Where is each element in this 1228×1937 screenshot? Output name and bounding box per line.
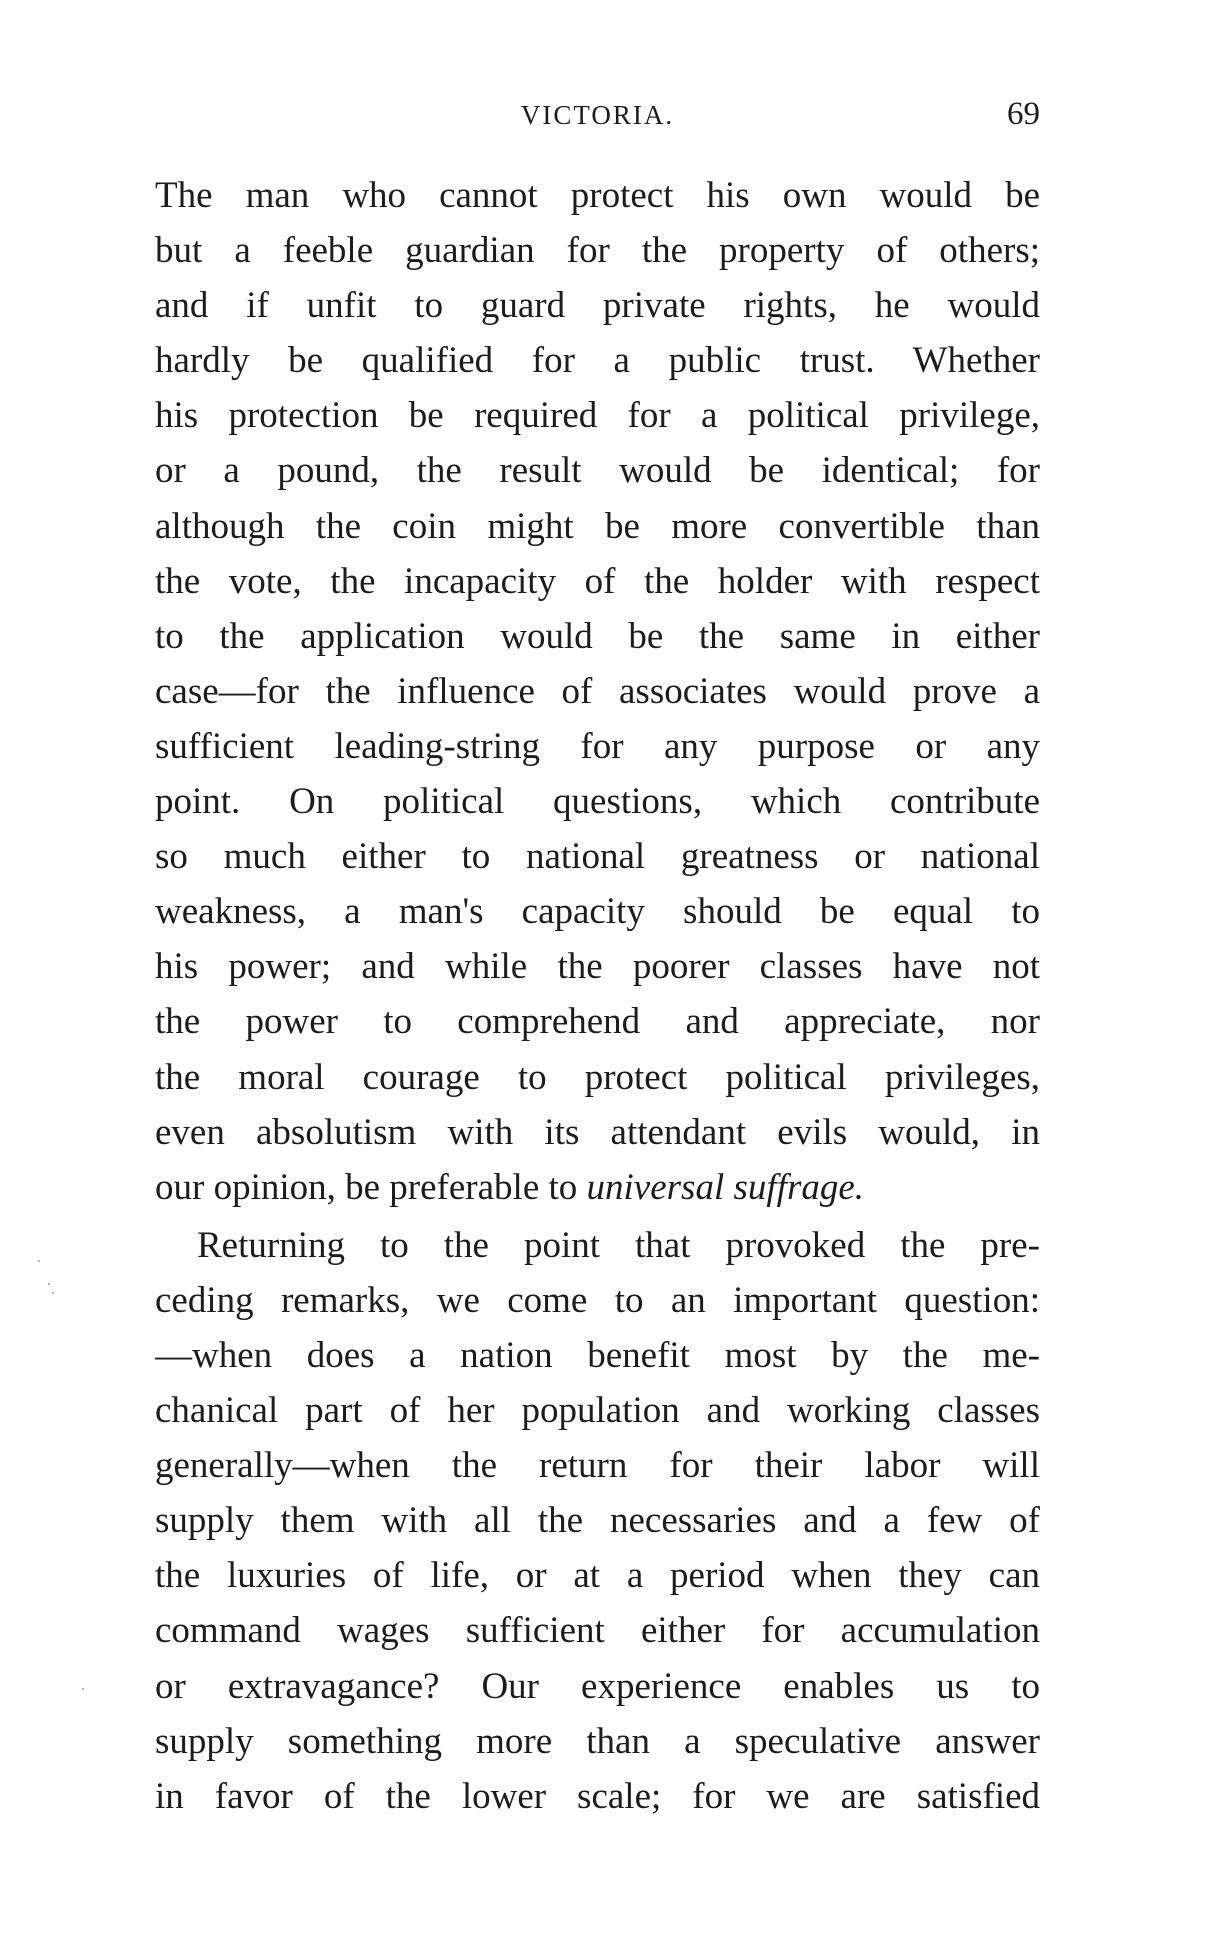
running-head xyxy=(155,96,1040,136)
text-line: or extravagance? Our experience enables us to xyxy=(155,1665,1040,1707)
text-line: or a pound, the result would be identical; for xyxy=(155,450,1040,492)
text-line: his protection be required for a political privilege, xyxy=(155,395,1040,437)
text-line: in favor of the lower scale; for we are satisfied xyxy=(155,1775,1040,1817)
paper-speck xyxy=(82,1688,84,1690)
text-line: the luxuries of life, or at a period when they can xyxy=(155,1555,1040,1597)
text-line: the power to comprehend and appreciate, nor xyxy=(155,1001,1040,1043)
text-line: even absolutism with its attendant evils would, in xyxy=(155,1111,1040,1153)
text-line: sufficient leading-string for any purpose or any xyxy=(155,725,1040,767)
text-line: The man who cannot protect his own would be xyxy=(155,175,1040,216)
paper-speck xyxy=(48,1283,50,1285)
text-line: supply them with all the necessaries and a few of xyxy=(155,1500,1040,1542)
text-line: command wages sufficient either for accumulation xyxy=(155,1610,1040,1652)
running-title: VICTORIA. xyxy=(520,100,675,130)
text-line: so much either to national greatness or national xyxy=(155,836,1040,878)
text-line: his power; and while the poorer classes have not xyxy=(155,946,1040,988)
text-line: the vote, the incapacity of the holder with respect xyxy=(155,560,1040,602)
text-line: but a feeble guardian for the property of others; xyxy=(155,230,1040,272)
text-line: generally—when the return for their labor will xyxy=(155,1445,1040,1487)
paper-speck xyxy=(52,1292,54,1294)
text-line: and if unfit to guard private rights, he would xyxy=(155,285,1040,327)
paper-speck xyxy=(38,1260,40,1262)
text-line: —when does a nation benefit most by the me- xyxy=(155,1334,1040,1376)
page-number: 69 xyxy=(1007,96,1040,132)
paragraph-end-line xyxy=(155,1160,1040,1215)
text-line: ceding remarks, we come to an important question: xyxy=(155,1279,1040,1321)
italic-phrase: universal suffrage. xyxy=(586,1166,865,1208)
body-text xyxy=(155,168,1040,1824)
text-line: case—for the influence of associates would prove a xyxy=(155,670,1040,712)
text-line: supply something more than a speculative answer xyxy=(155,1720,1040,1762)
text-line: although the coin might be more convertible than xyxy=(155,505,1040,547)
text-line: to the application would be the same in either xyxy=(155,615,1040,657)
text-fragment: our opinion, be preferable to xyxy=(155,1166,578,1208)
text-line: hardly be qualified for a public trust. Whether xyxy=(155,340,1040,382)
paragraph-start-line: Returning to the point that provoked the pre- xyxy=(197,1224,1040,1266)
text-line: the moral courage to protect political privileges, xyxy=(155,1056,1040,1098)
text-line: point. On political questions, which contribute xyxy=(155,781,1040,823)
text-line: chanical part of her population and working classes xyxy=(155,1390,1040,1432)
text-line: weakness, a man's capacity should be equal to xyxy=(155,891,1040,933)
